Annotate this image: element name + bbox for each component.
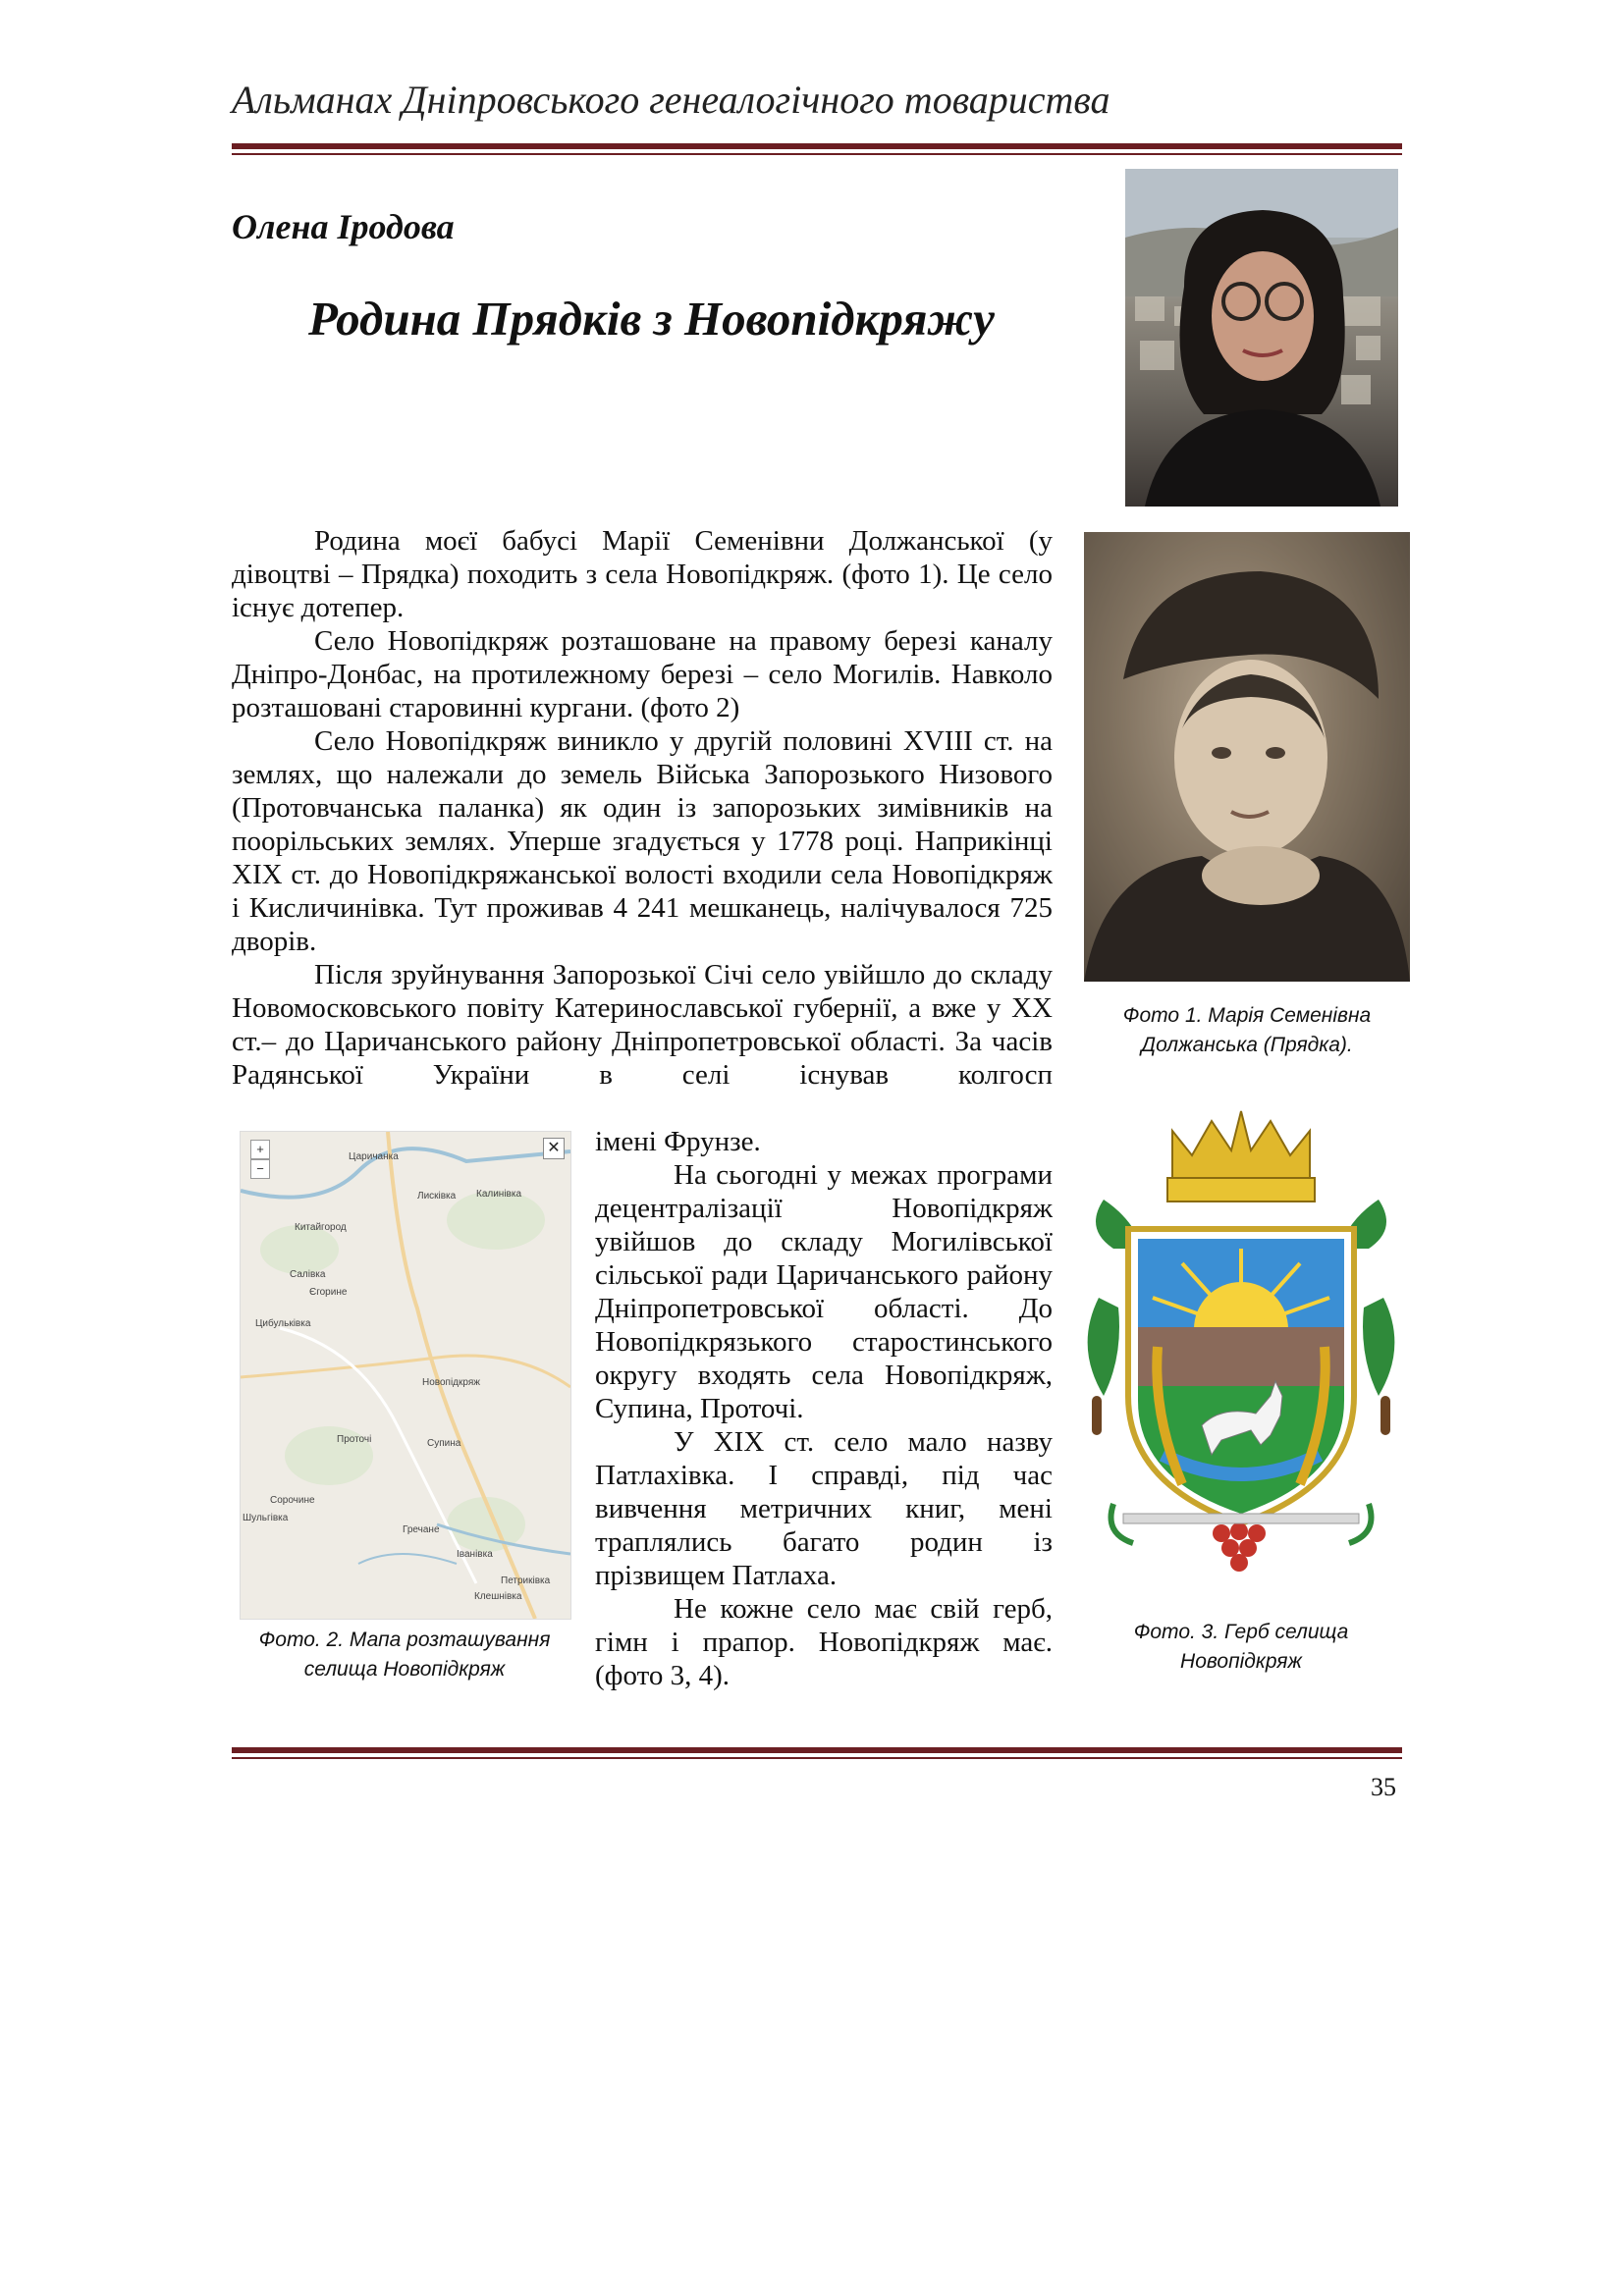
map-label: Новопідкряж	[422, 1377, 480, 1388]
paragraph-1: Родина моєї бабусі Марії Семенівни Должанської (у дівоцтві – Прядка) походить з села Новопідкряж. (фото 1). Це село існує дотепер.	[232, 525, 1053, 623]
almanac-header-title: Альманах Дніпровського генеалогічного товариства	[232, 78, 1110, 122]
paragraph-7: Не кожне село має свій герб, гімн і прапор. Новопідкряж має. (фото 3, 4).	[595, 1593, 1053, 1691]
map-label: Єгорине	[309, 1287, 348, 1298]
map-label: Петриківка	[501, 1575, 551, 1586]
map-close-button[interactable]: ✕	[543, 1138, 565, 1159]
footer-rule-thin	[232, 1757, 1402, 1759]
map-zoom-in-button[interactable]: +	[250, 1140, 270, 1159]
maria-photo	[1084, 532, 1410, 982]
paragraph-3: Село Новопідкряж виникло у другій половині XVIII ст. на землях, що належали до земель Війська Запорозького Низового (Протовчанська паланка) як один із запорозьких зимівників на поорільських землях. Уперше згадується у 1778 році. Наприкінці XIX ст. до Новопідкряжанської волості входили села Новопідкряж і Кисличинівка. Тут проживав 4 241 мешканець, налічувалося 725 дворів.	[232, 725, 1053, 957]
article-text-right	[595, 1125, 1053, 1692]
paragraph-4-continuation: імені Фрунзе.	[595, 1126, 761, 1157]
paragraph-5: На сьогодні у межах програми децентралізації Новопідкряж увійшов до складу Могилівської сільської ради Царичанського району Дніпропетровської області. До Новопідкрязького старостинського округу входять села Новопідкряж, Супина, Проточі.	[595, 1159, 1053, 1424]
header-rule-thin	[232, 153, 1402, 155]
page-number: 35	[1371, 1773, 1396, 1801]
map-label: Шульгівка	[243, 1513, 289, 1523]
photo2-caption: Фото. 2. Мапа розташування селища Новопідкряж	[258, 1629, 551, 1681]
map-label: Клешнівка	[474, 1591, 522, 1602]
article-title: Родина Прядків з Новопідкряжу	[308, 292, 995, 346]
author-photo	[1125, 169, 1398, 507]
map-label: Царичанка	[349, 1151, 399, 1162]
map-label: Сорочине	[270, 1495, 315, 1506]
article-text-top	[232, 524, 1053, 1092]
location-map[interactable]	[240, 1131, 571, 1620]
map-label: Іванівка	[457, 1549, 493, 1560]
paragraph-6: У XIX ст. село мало назву Патлахівка. І справді, під час вивчення метричних книг, мені траплялись багато родин із прізвищем Патлаха.	[595, 1426, 1053, 1591]
map-label: Цибульківка	[255, 1318, 311, 1329]
author-name: Олена Іродова	[232, 207, 455, 246]
map-label: Салівка	[290, 1269, 326, 1280]
map-label: Калинівка	[476, 1189, 522, 1200]
map-label: Супина	[427, 1438, 461, 1449]
map-zoom-out-button[interactable]: −	[250, 1159, 270, 1179]
map-label: Лисківка	[417, 1191, 457, 1201]
header-rule-thick	[232, 143, 1402, 149]
map-label: Проточі	[337, 1434, 372, 1445]
footer-rule-thick	[232, 1747, 1402, 1753]
paragraph-2: Село Новопідкряж розташоване на правому березі каналу Дніпро-Донбас, на протилежному березі – село Могилів. Навколо розташовані старовинні кургани. (фото 2)	[232, 625, 1053, 723]
coat-of-arms	[1074, 1101, 1408, 1573]
paragraph-4: Після зруйнування Запорозької Січі село увійшло до складу Новомосковського повіту Катеринославської губернії, а вже у XX ст.– до Царичанського району Дніпропетровської області. За часів Радянської України в селі існував колгосп	[232, 959, 1053, 1091]
map-label: Гречане	[403, 1524, 440, 1535]
photo3-caption: Фото. 3. Герб селища Новопідкряж	[1133, 1621, 1349, 1673]
map-label: Китайгород	[295, 1222, 347, 1233]
photo1-caption: Фото 1. Марія Семенівна Должанська (Прядка).	[1122, 1004, 1372, 1056]
